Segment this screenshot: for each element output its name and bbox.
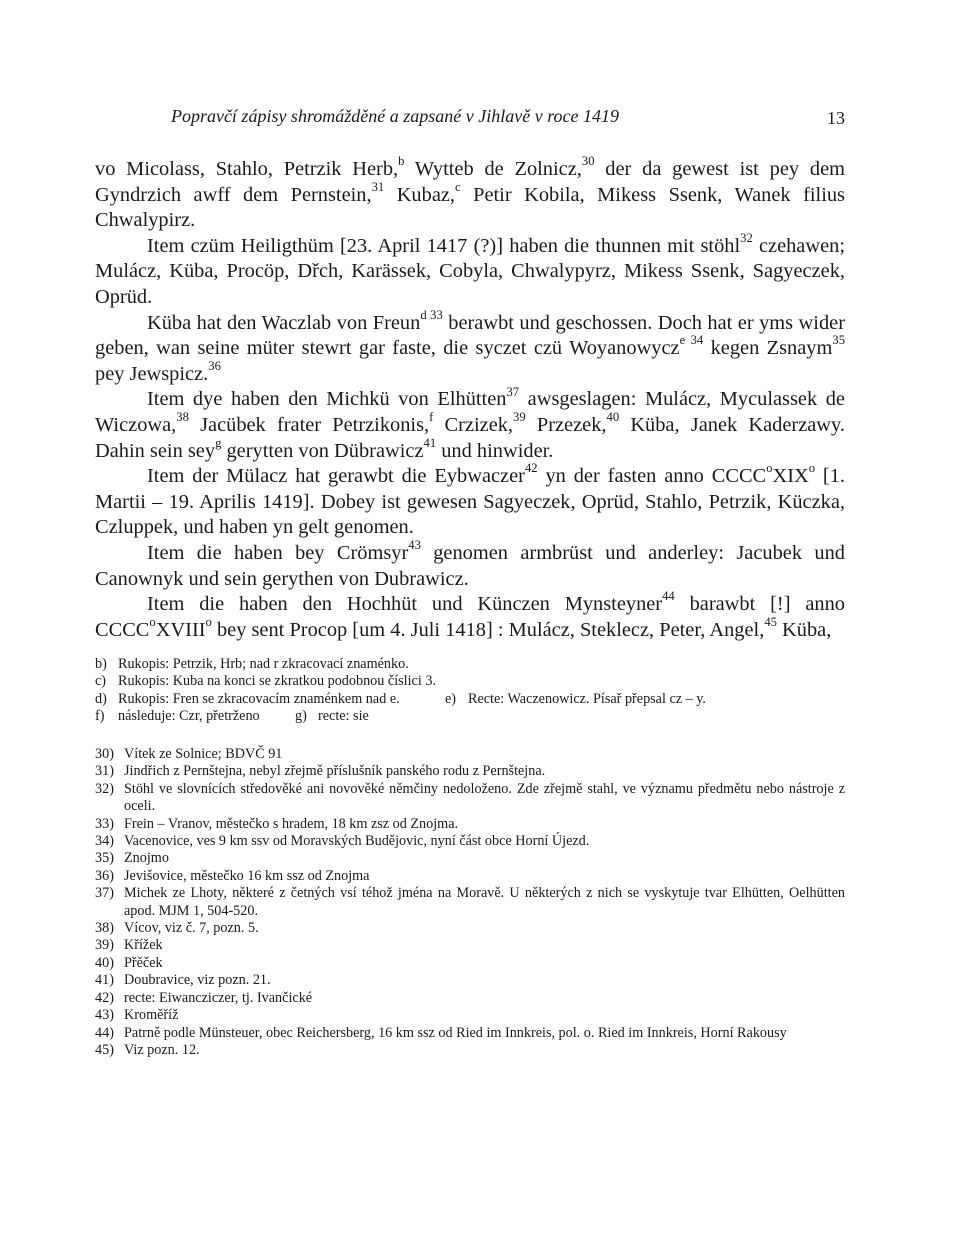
footnote: 37) Michek ze Lhoty, některé z četných vsí téhož jména na Moravě. U některých z nich se vyskytuje tvar Elhütten, Oelhütten apod. MJM 1, 504-520. <box>95 885 845 919</box>
critical-note: e) Recte: Waczenowicz. Písař přepsal cz – y. <box>445 690 706 707</box>
footnote: 35) Znojmo <box>95 850 169 867</box>
page-number: 13 <box>827 108 845 128</box>
critical-apparatus <box>95 656 845 726</box>
footnotes <box>95 746 845 1059</box>
critical-note: d) Rukopis: Fren se zkracovacím znaménkem nad e. <box>95 690 400 707</box>
footnote: 31) Jindřich z Pernštejna, nebyl zřejmě příslušník panského rodu z Pernštejna. <box>95 763 546 780</box>
footnote: 40) Přěček <box>95 954 163 971</box>
paragraph-6: Item die haben bey Crömsyr$^{43}$ genomen armbrüst und anderley: Jacubek und Canownyk und sein gerythen von Dubrawicz. <box>95 538 845 590</box>
footnote: 43) Kroměříž <box>95 1007 179 1024</box>
critical-note: c) Rukopis: Kuba na konci se zkratkou podobnou číslici 3. <box>95 673 436 690</box>
footnote: 33) Frein – Vranov, městečko s hradem, 18 km zsz od Znojma. <box>95 815 459 832</box>
critical-note: b) Rukopis: Petrzik, Hrb; nad r zkracovací znaménko. <box>95 656 409 672</box>
paragraph-2: Item czüm Heiligthüm [23. April 1417 (?)] haben die thunnen mit stöhl$^{32}$ czehawen; Mulácz, Küba, Procöp, Dřch, Karässek, Cobyla, Chwalypyrz, Mikess Ssenk, Sagyeczek, Oprüd. <box>95 231 845 308</box>
paragraph-7: Item die haben den Hochhüt und Künczen Mynsteyner$^{44}$ barawbt [!] anno CCCC$^o$XVIII$^o$ bey sent Procop [um 4. Juli 1418] : Mulácz, Steklecz, Peter, Angel,$^{45}$ Küba, <box>95 589 845 641</box>
page-header <box>95 104 845 130</box>
footnote: 34) Vacenovice, ves 9 km ssv od Moravských Budějovic, nyní část obce Horní Újezd. <box>95 833 590 850</box>
footnote: 45) Viz pozn. 12. <box>95 1041 200 1058</box>
footnote: 30) Vítek ze Solnice; BDVČ 91 <box>95 746 283 762</box>
running-title: Popravčí zápisy shromážděné a zapsané v Jihlavě v roce 1419 <box>170 106 620 126</box>
paragraph-4: Item dye haben den Michkü von Elhütten$^{37}$ awsgeslagen: Mulácz, Myculassek de Wiczowa,$^{38}$ Jacübek frater Petrzikonis,$^f$ Crzizek,$^{39}$ Przezek,$^{40}$ Küba, Janek Kaderzawy. Dahin sein sey$^g$ gerytten von Dübrawicz$^{41}$ und hinwider. <box>95 384 845 462</box>
critical-note-pair <box>95 708 845 725</box>
footnote: 32) Stöhl ve slovnících středověké ani novověké němčiny nedoloženo. Zde zřejmě stahl, ve významu předmětu nebo nástroje z oceli. <box>95 780 845 815</box>
main-text <box>95 154 846 643</box>
paragraph-1: vo Micolass, Stahlo, Petrzik Herb,$^b$ Wytteb de Zolnicz,$^{30}$ der da gewest ist pey dem Gyndrzich awff dem Pernstein,$^{31}$ Kubaz,$^c$ Petir Kobila, Mikess Ssenk, Wanek filius Chwalypirz. <box>95 154 845 232</box>
critical-note: g) recte: sie <box>295 708 369 725</box>
footnote: 36) Jevišovice, městečko 16 km ssz od Znojma <box>95 867 370 884</box>
paragraph-5: Item der Mülacz hat gerawbt die Eybwaczer$^{42}$ yn der fasten anno CCCC$^o$XIX$^o$ [1. Martii – 19. Aprilis 1419]. Dobey ist gewesen Sagyeczek, Oprüd, Stahlo, Petrzik, Küczka, Czluppek, und haben yn gelt genomen. <box>95 461 846 539</box>
critical-note: f) následuje: Czr, přetrženo <box>95 708 260 725</box>
footnote: 42) recte: Eiwancziczer, tj. Ivančické <box>95 989 313 1006</box>
critical-note-pair <box>95 691 845 708</box>
footnote: 41) Doubravice, viz pozn. 21. <box>95 972 271 989</box>
paragraph-3: Küba hat den Waczlab von Freun$^{d 33}$ berawbt und geschossen. Doch hat er yms wider geben, wan seine müter stewrt gar faste, die syczet czü Woyanowycz$^{e 34}$ kegen Zsnaym$^{35}$ pey Jewspicz.$^{36}$ <box>95 307 845 385</box>
footnote: 39) Křížek <box>95 937 163 954</box>
footnote: 44) Patrně podle Münsteuer, obec Reichersberg, 16 km ssz od Ried im Innkreis, pol. o. Ried im Innkreis, Horní Rakousy <box>95 1024 787 1041</box>
footnote: 38) Vícov, viz č. 7, pozn. 5. <box>95 920 259 937</box>
